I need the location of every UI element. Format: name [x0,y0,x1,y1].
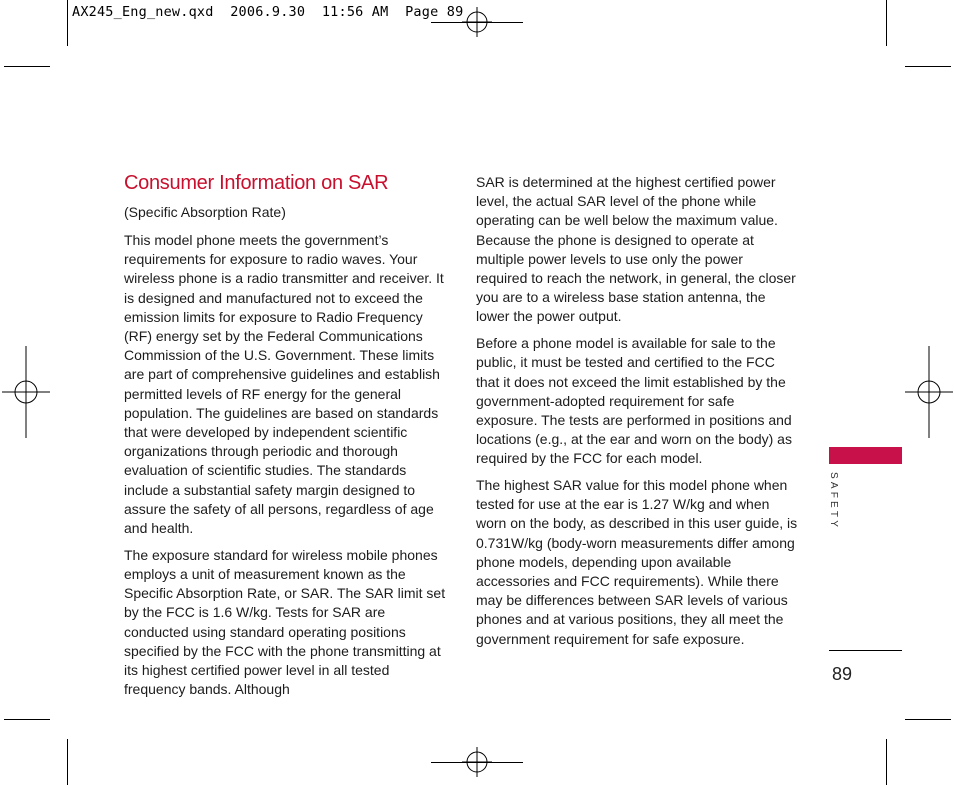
registration-mark-left [2,346,50,438]
crop-mark-bottom-right-vertical [886,739,887,785]
left-column [124,231,446,707]
page-subtitle: (Specific Absorption Rate) [124,204,286,220]
crop-mark-top-right-vertical [886,0,887,46]
left-paragraph-1: This model phone meets the government’s requirements for exposure to radio waves. Your wireless phone is a radio transmitter and receiver. It is designed and manufactured not to exceed the emission limits for exposure to Radio Frequency (RF) energy set by the Federal Communications Commission of the U.S. Government. These limits are part of comprehensive guidelines and establish permitted levels of RF energy for the general population. The guidelines are based on standards that were developed by independent scientific organizations through periodic and thorough evaluation of scientific studies. The standards include a substantial safety margin designed to assure the safety of all persons, regardless of age and health. [124,232,444,537]
right-column [476,173,798,656]
right-paragraph-3: The highest SAR value for this model phone when tested for use at the ear is 1.27 W/kg and when worn on the body, as described in this user guide, is 0.731W/kg (body-worn measurements differ among phone models, depending upon available accessories and FCC requirements). While there may be differences between SAR levels of various phones and at various positions, they all meet the government requirement for safe exposure. [476,477,798,647]
crop-mark-top-left-vertical [67,0,68,46]
crop-mark-bottom-left-vertical [67,739,68,785]
page-title: Consumer Information on SAR [124,172,389,194]
right-paragraph-2: Before a phone model is available for sale to the public, it must be tested and certified to the FCC that it does not exceed the limit established by the government-adopted requirement for safe exposure. The tests are performed in positions and locations (e.g., at the ear and worn on the body) as required by the FCC for each model. [476,335,792,467]
page-number: 89 [832,664,853,684]
registration-mark-bottom [462,747,492,777]
registration-mark-right [905,346,953,438]
section-label: SAFETY [828,472,839,531]
page-number-rule [829,650,902,651]
left-paragraph-2: The exposure standard for wireless mobile phones employs a unit of measurement known as the Specific Absorption Rate, or SAR. The SAR limit set by the FCC is 1.6 W/kg. Tests for SAR are conducted using standard operating positions specified by the FCC with the phone transmitting at its highest certified power level in all tested frequency bands. Although [124,546,446,698]
file-slug-line: AX245_Eng_new.qxd 2006.9.30 11:56 AM Page 89 [72,4,464,20]
crop-mark-bottom-right-horizontal [905,719,951,720]
crop-mark-bottom-left-horizontal [4,719,50,720]
right-paragraph-1: SAR is determined at the highest certified power level, the actual SAR level of the phone while operating can be well below the maximum value. Because the phone is designed to operate at multiple power levels to use only the power required to reach the network, in general, the closer you are to a wireless base station antenna, the lower the power output. [476,174,796,325]
crop-mark-top-left-horizontal [4,66,50,67]
crop-mark-top-right-horizontal [905,66,951,67]
registration-mark-top [462,7,492,37]
section-tab [829,447,902,464]
